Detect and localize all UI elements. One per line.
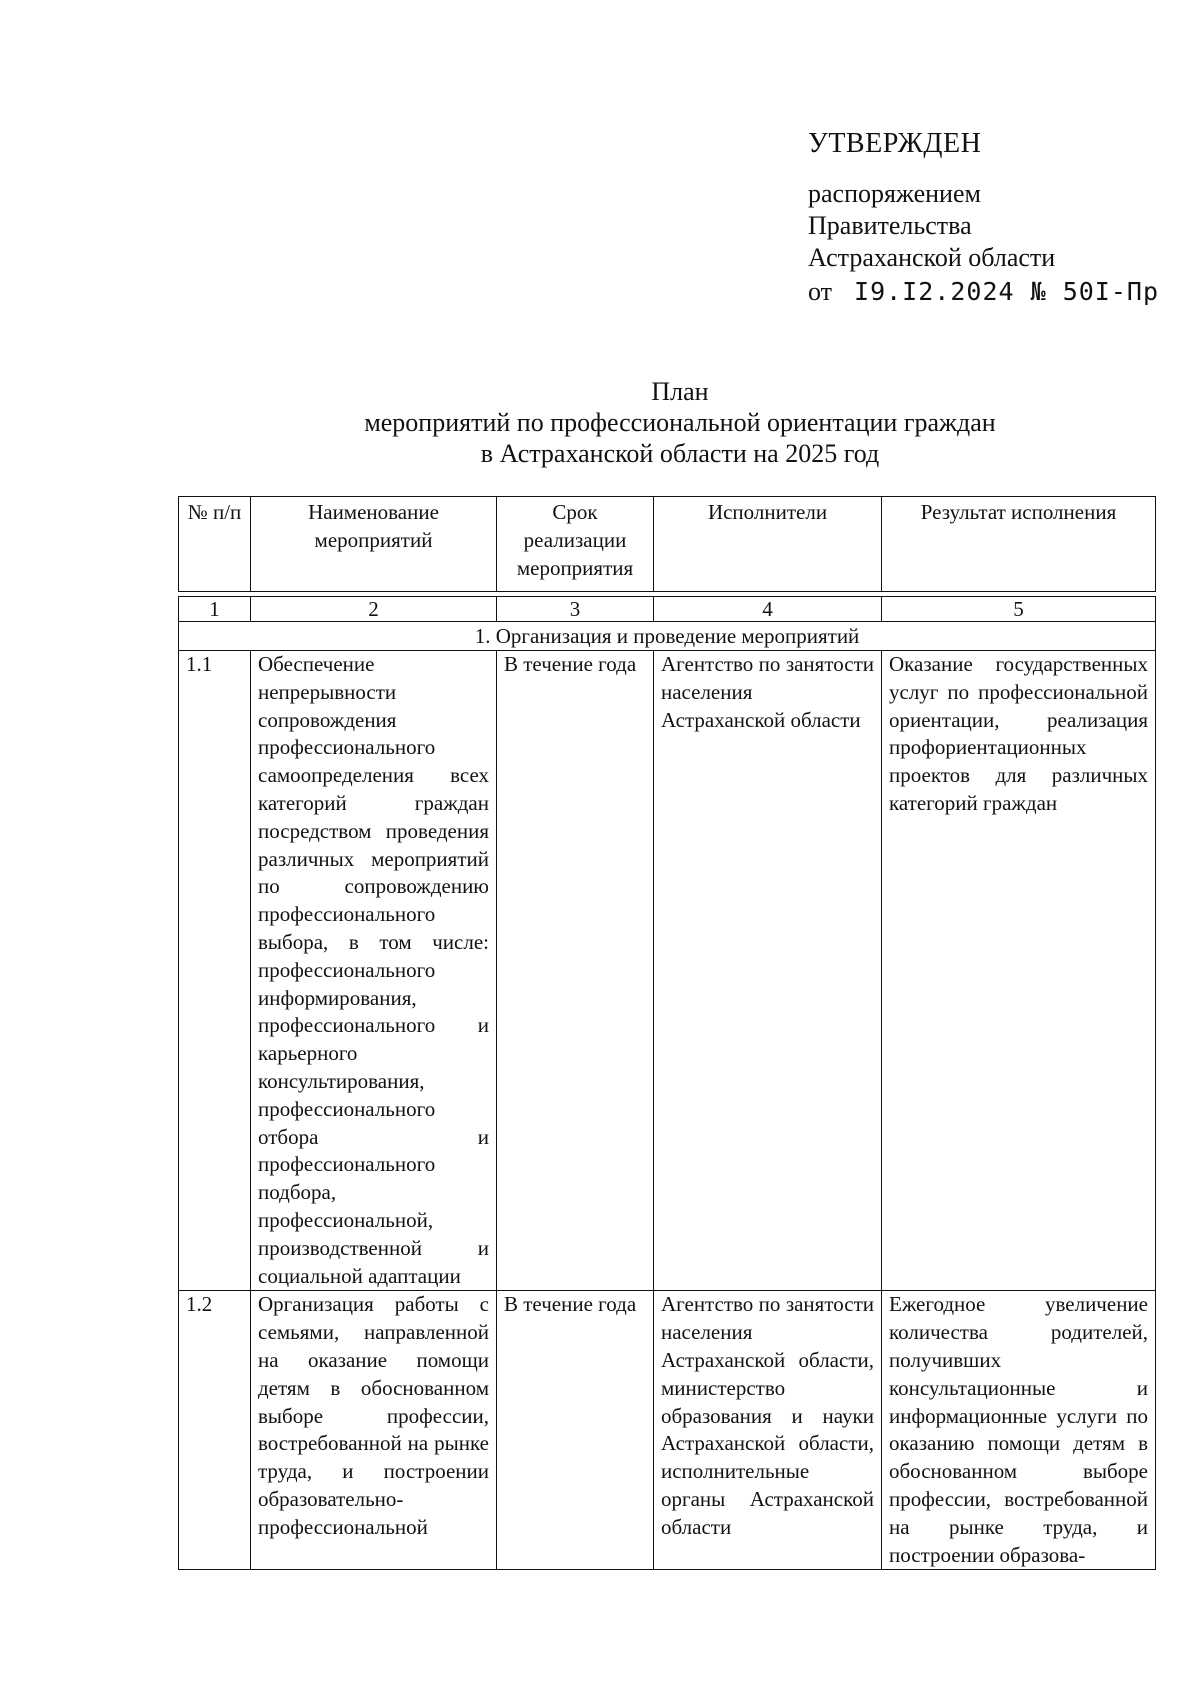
- row-executors: Агентство по занятости населения Астраханской области, министерство образования и науки Астраханской области, исполнительные органы Астраханской области: [654, 1291, 882, 1570]
- header-result: Результат исполнения: [882, 497, 1156, 592]
- row-event-name: Обеспечение непрерывности сопровождения профессионального самоопределения всех категорий граждан посредством проведения различных мероприятий по сопровождению профессионального выбора, в том числе: профессионального информирования, профессионального и карьерного консультирования, профессионального отбора и профессионального подбора, профессиональной, производственной и социальной адаптации: [251, 651, 497, 1291]
- column-number: 5: [882, 597, 1156, 622]
- column-number: 1: [179, 597, 251, 622]
- table-row: [179, 651, 1156, 1291]
- approval-line-1: распоряжением: [808, 179, 981, 208]
- column-number: 4: [654, 597, 882, 622]
- column-number: 2: [251, 597, 497, 622]
- header-term: Срок реализации мероприятия: [497, 497, 654, 592]
- row-result: Ежегодное увеличение количества родителей, получивших консультационные и информационные услуги по оказанию помощи детям в обоснованном выборе профессии, востребованной на рынке труда, и построении образова-: [882, 1291, 1156, 1570]
- row-term: В течение года: [497, 651, 654, 1291]
- header-name: Наименование мероприятий: [251, 497, 497, 592]
- column-number: 3: [497, 597, 654, 622]
- row-number: 1.2: [179, 1291, 251, 1570]
- row-event-name: Организация работы с семьями, направленной на оказание помощи детям в обоснованном выборе профессии, востребованной на рынке труда, и построении образовательно-профессиональной: [251, 1291, 497, 1570]
- table-row: [179, 1291, 1156, 1570]
- approval-line-2: Правительства: [808, 211, 972, 240]
- section-title: 1. Организация и проведение мероприятий: [179, 622, 1156, 651]
- plan-title-line-3: в Астраханской области на 2025 год: [480, 439, 880, 468]
- plan-table: [178, 496, 1156, 1570]
- table-header-row: [179, 497, 1156, 592]
- approval-date-line: [808, 276, 1188, 308]
- header-number: № п/п: [179, 497, 251, 592]
- row-number: 1.1: [179, 651, 251, 1291]
- row-executors: Агентство по занятости населения Астраханской области: [654, 651, 882, 1291]
- plan-title-line-1: План: [651, 377, 709, 406]
- approval-stamp: [808, 128, 1188, 308]
- approval-from-label: от: [808, 277, 833, 306]
- row-result: Оказание государственных услуг по профессиональной ориентации, реализация профориентационных проектов для различных категорий граждан: [882, 651, 1156, 1291]
- plan-title: [180, 376, 1180, 469]
- column-numbers-row: [179, 597, 1156, 622]
- section-row: [179, 622, 1156, 651]
- plan-title-line-2: мероприятий по профессиональной ориентации граждан: [364, 408, 996, 437]
- approval-line-3: Астраханской области: [808, 243, 1056, 272]
- approval-date-number: I9.I2.2024 № 50I-Пр: [854, 277, 1160, 306]
- header-executors: Исполнители: [654, 497, 882, 592]
- approval-header: УТВЕРЖДЕН: [808, 128, 982, 159]
- row-term: В течение года: [497, 1291, 654, 1570]
